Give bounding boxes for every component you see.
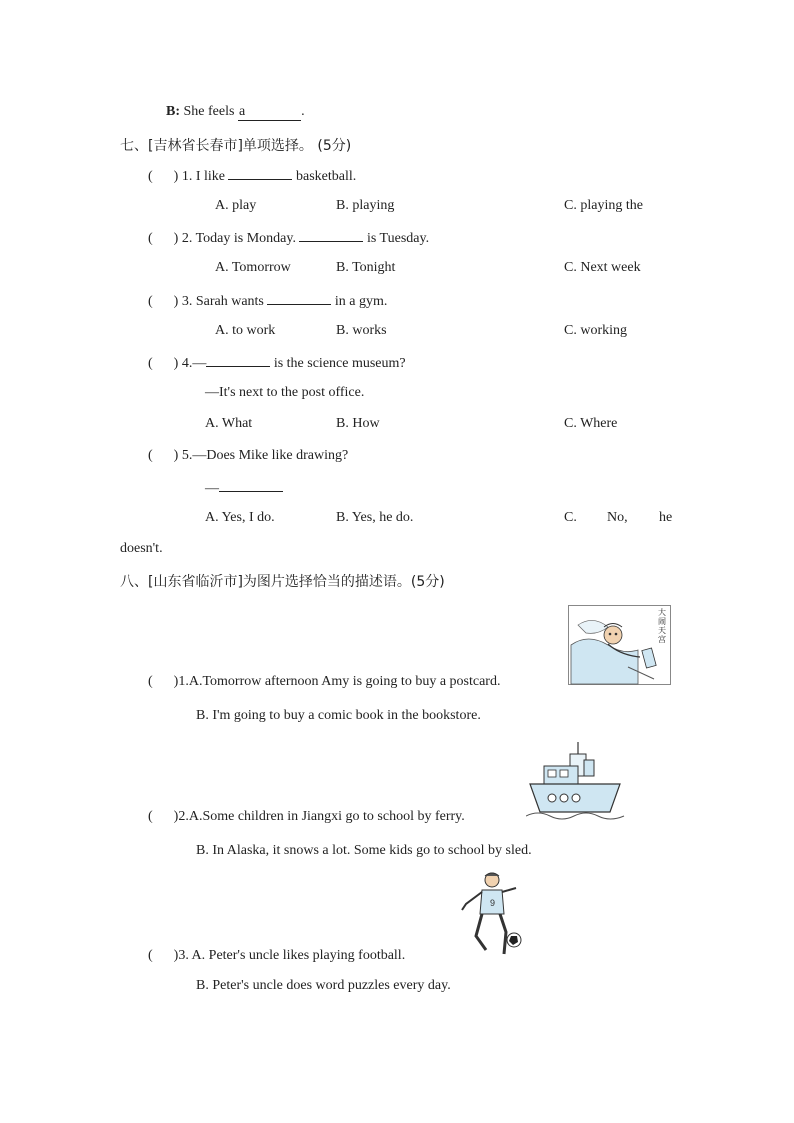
q4-option-b[interactable]: B. How [336, 416, 380, 431]
fill-blank[interactable] [299, 229, 363, 242]
s8-item1-b: B. I'm going to buy a comic book in the bookstore. [196, 708, 481, 723]
q5-option-c-word2: he [659, 510, 673, 525]
answer-paren[interactable]: ( ) [148, 294, 179, 309]
picture-caption: 大闹天宫 [658, 608, 666, 644]
q2-option-b[interactable]: B. Tonight [336, 260, 396, 275]
q3-option-b[interactable]: B. works [336, 323, 387, 338]
fill-blank[interactable] [228, 167, 292, 180]
q5-reply: — [205, 479, 283, 497]
q1-stem: ( ) 1. I like basketball. [148, 169, 357, 184]
answer-paren[interactable]: ( ) [148, 809, 179, 824]
q4-reply: —It's next to the post office. [205, 385, 365, 400]
ferry-boat-icon [526, 740, 626, 822]
answer-paren[interactable]: ( ) [148, 231, 179, 246]
q2-option-a[interactable]: A. Tomorrow [215, 260, 291, 275]
q1-option-a[interactable]: A. play [215, 198, 257, 213]
football-player-icon [458, 870, 526, 962]
q4-stem: ( ) 4.— is the science museum? [148, 356, 406, 371]
q3-option-a[interactable]: A. to work [215, 323, 276, 338]
q3-option-c[interactable]: C. working [564, 323, 627, 338]
fill-blank[interactable] [206, 354, 270, 367]
s8-item2-a: ( )2.A.Some children in Jiangxi go to school by ferry. [148, 809, 465, 824]
svg-text:9: 9 [490, 898, 496, 908]
answer-blank[interactable]: a [238, 104, 301, 121]
q1-option-b[interactable]: B. playing [336, 198, 395, 213]
q5-option-a[interactable]: A. Yes, I do. [205, 510, 275, 525]
answer-paren[interactable]: ( ) [148, 674, 179, 689]
s8-item1-a: ( )1.A.Tomorrow afternoon Amy is going to buy a postcard. [148, 674, 501, 689]
q5-option-c-word1: No, [607, 510, 628, 525]
answer-paren[interactable]: ( ) [148, 356, 179, 371]
carryover-text: She feels [183, 104, 235, 119]
q4-option-c[interactable]: C. Where [564, 416, 618, 431]
q5-stem: ( ) 5.—Does Mike like drawing? [148, 448, 349, 463]
fill-blank[interactable] [267, 292, 331, 305]
q1-option-c[interactable]: C. playing the [564, 198, 643, 213]
s8-item2-b: B. In Alaska, it snows a lot. Some kids go to school by sled. [196, 843, 532, 858]
section8-title: 八、[山东省临沂市]为图片选择恰当的描述语。(5分) [120, 574, 445, 590]
section7-title: 七、[吉林省长春市]单项选择。 (5分) [120, 138, 352, 154]
answer-paren[interactable]: ( ) [148, 948, 179, 963]
q2-option-c[interactable]: C. Next week [564, 260, 641, 275]
speaker-label: B: [166, 104, 180, 119]
q2-stem: ( ) 2. Today is Monday. is Tuesday. [148, 231, 430, 246]
answer-paren[interactable]: ( ) [148, 448, 179, 463]
fill-blank[interactable] [219, 479, 283, 492]
q5-option-b[interactable]: B. Yes, he do. [336, 510, 414, 525]
s8-item3-b: B. Peter's uncle does word puzzles every day. [196, 978, 451, 993]
q5-option-c-letter[interactable]: C. [564, 510, 577, 525]
monkey-king-cartoon-icon [568, 605, 671, 685]
s8-item3-a: ( )3. A. Peter's uncle likes playing football. [148, 948, 406, 963]
q3-stem: ( ) 3. Sarah wants in a gym. [148, 294, 388, 309]
answer-paren[interactable]: ( ) [148, 169, 179, 184]
carryover-line: B: She feels a . [166, 104, 305, 119]
q5-option-c-wrap: doesn't. [120, 541, 163, 556]
q4-option-a[interactable]: A. What [205, 416, 253, 431]
